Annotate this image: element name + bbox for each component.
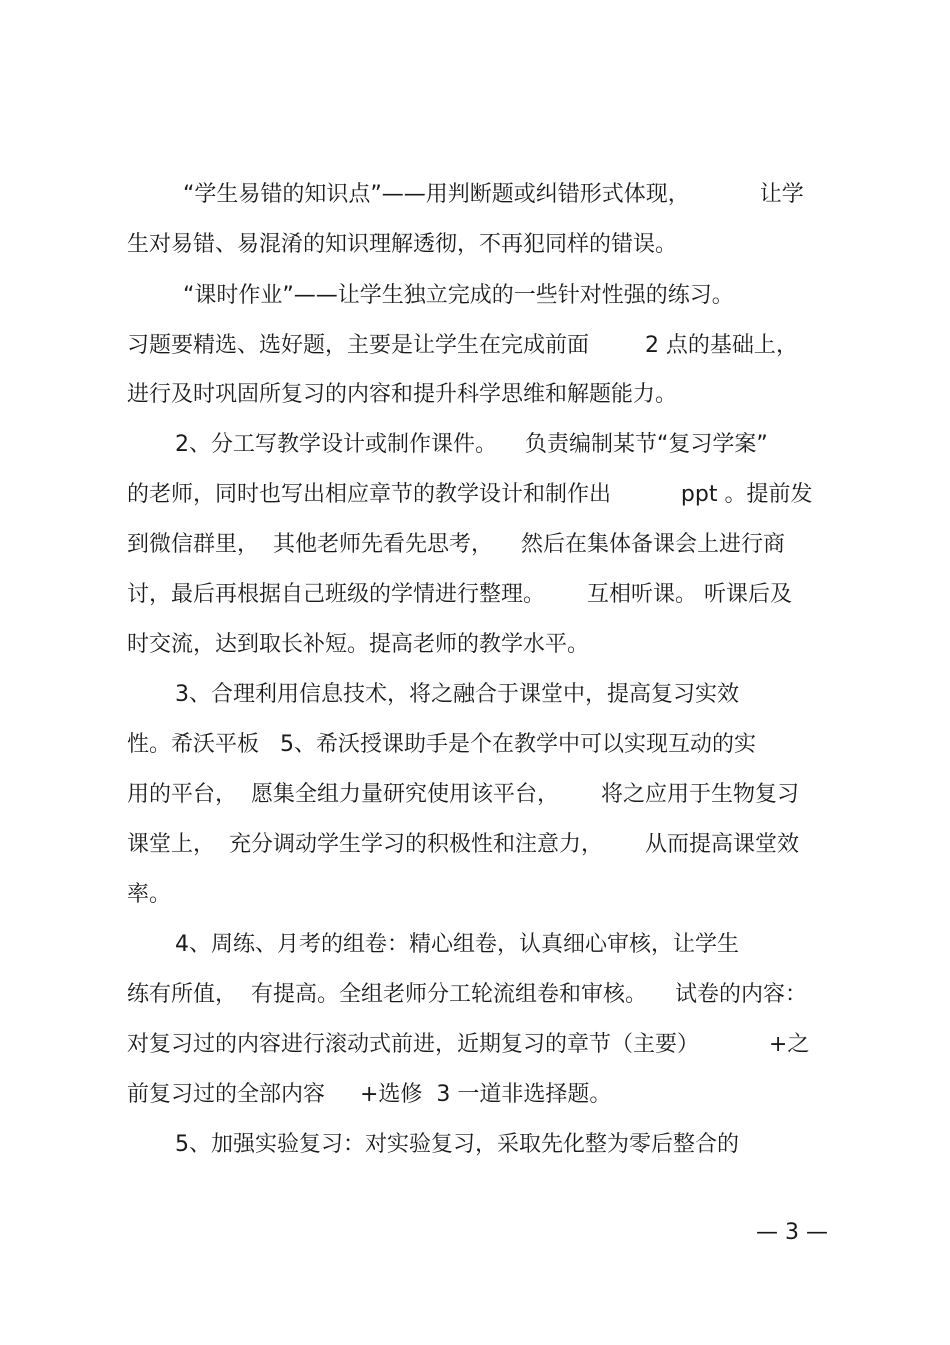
text-line-17: 练有所值， 有提高。全组老师分工轮流组卷和审核。 试卷的内容： <box>127 982 807 1007</box>
text-line-3: “课时作业”——让学生独立完成的一些针对性强的练习。 <box>183 283 734 308</box>
text-line-11: 3、合理利用信息技术，将之融合于课堂中，提高复习实效 <box>175 682 739 707</box>
text-line-9: 讨，最后再根据自己班级的学情进行整理。 互相听课。 听课后及 <box>127 582 792 607</box>
text-line-13: 用的平台， 愿集全组力量研究使用该平台， 将之应用于生物复习 <box>127 782 799 807</box>
text-line-7: 的老师，同时也写出相应章节的教学设计和制作出 ppt 。提前发 <box>127 482 813 507</box>
text-line-10: 时交流，达到取长补短。提高老师的教学水平。 <box>127 632 590 657</box>
text-line-16: 4、周练、月考的组卷：精心组卷，认真细心审核，让学生 <box>175 932 739 957</box>
text-line-6: 2、分工写教学设计或制作课件。 负责编制某节“复习学案” <box>175 432 768 457</box>
text-line-18: 对复习过的内容进行滚动式前进，近期复习的章节（主要） +之 <box>127 1032 810 1057</box>
text-line-8: 到微信群里， 其他老师先看先思考， 然后在集体备课会上进行商 <box>127 532 785 557</box>
text-line-2: 生对易错、易混淆的知识理解透彻，不再犯同样的错误。 <box>127 232 678 257</box>
text-line-12: 性。希沃平板 5、希沃授课助手是个在教学中可以实现互动的实 <box>127 732 756 757</box>
text-line-5: 进行及时巩固所复习的内容和提升科学思维和解题能力。 <box>127 382 678 407</box>
page-number: — 3 — <box>756 1220 828 1245</box>
text-line-4: 习题要精选、选好题，主要是让学生在完成前面 2 点的基础上， <box>127 333 798 358</box>
text-line-1: “学生易错的知识点”——用判断题或纠错形式体现， 让学 <box>183 182 804 207</box>
text-line-14: 课堂上， 充分调动学生学习的积极性和注意力， 从而提高课堂效 <box>127 832 799 857</box>
text-line-20: 5、加强实验复习：对实验复习，采取先化整为零后整合的 <box>175 1132 739 1157</box>
text-line-15: 率。 <box>127 882 172 907</box>
text-line-19: 前复习过的全部内容 +选修 3 一道非选择题。 <box>127 1082 612 1107</box>
